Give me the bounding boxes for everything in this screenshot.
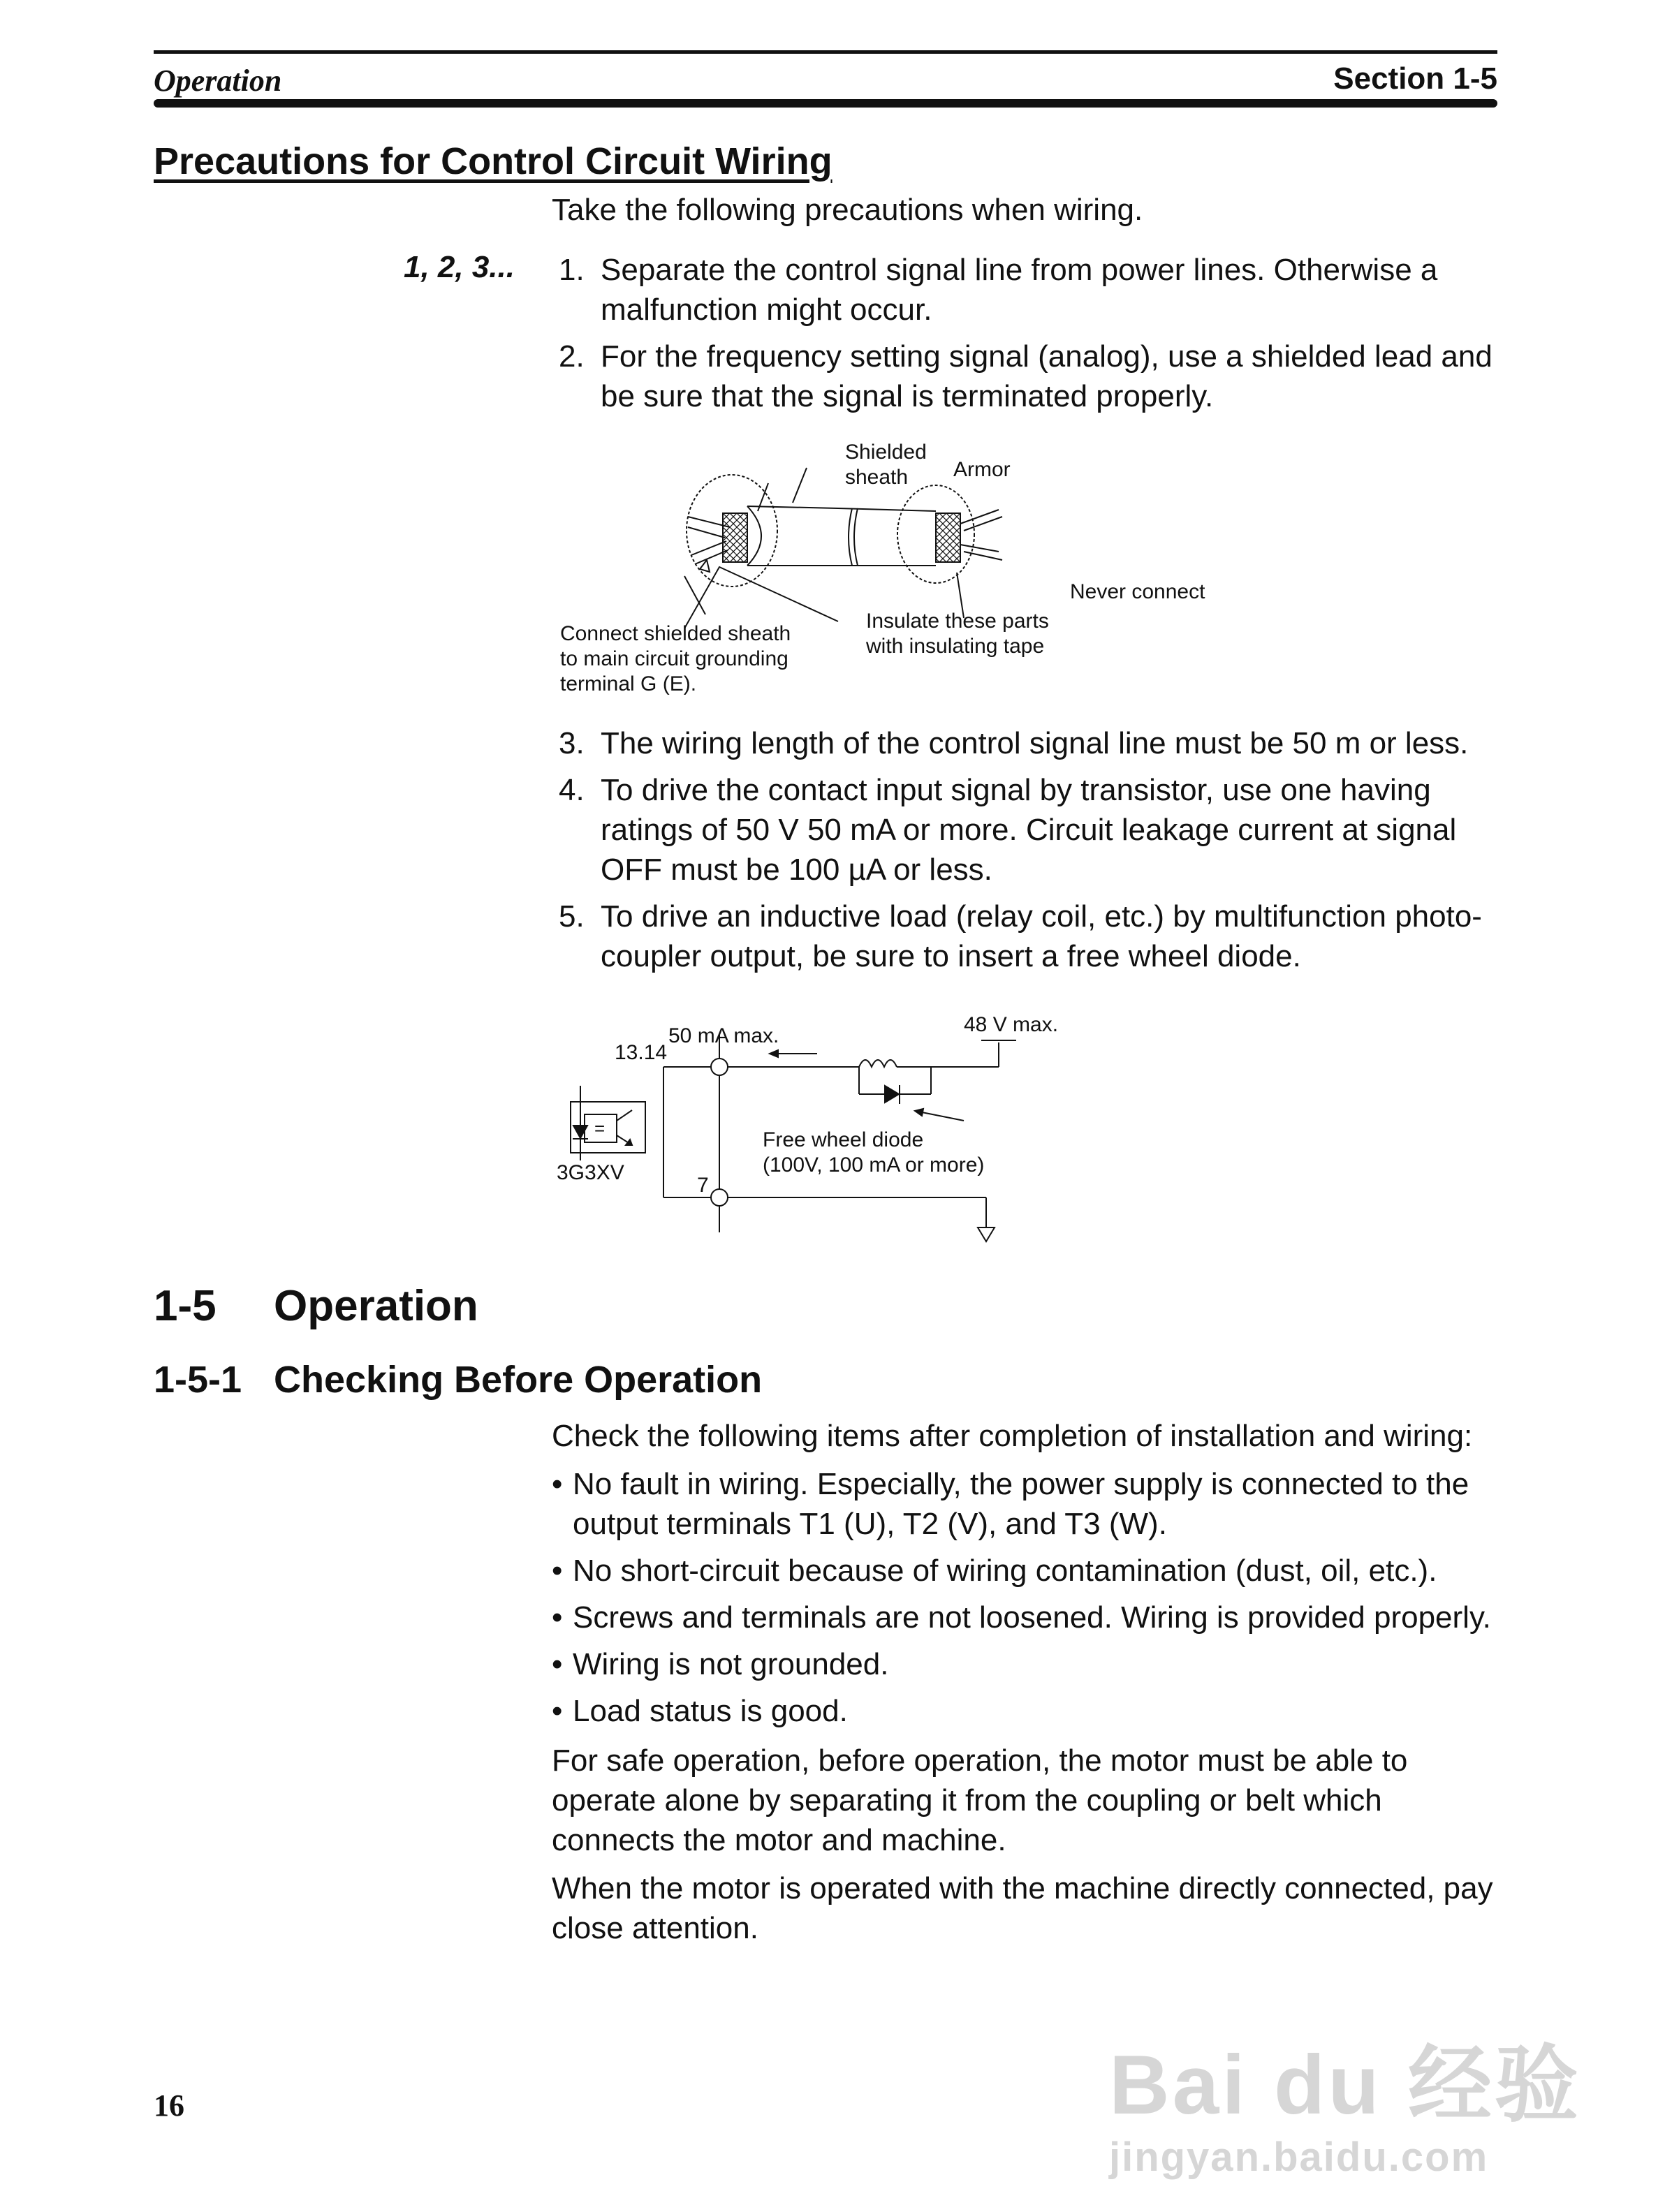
precaution-list-part-2 <box>559 723 1502 983</box>
section-heading: 1-5 Operation <box>154 1282 478 1330</box>
label-terminal-7: 7 <box>697 1174 709 1197</box>
watermark-url: jingyan.baidu.com <box>1108 2134 1489 2180</box>
checklist-item: • No fault in wiring. Especially, the power supply is connected to the output terminals T1 (U), T2 (V), and T3 (W). <box>552 1467 1469 1541</box>
precautions-intro: Take the following precautions when wiring. <box>552 193 1143 227</box>
header-top-rule <box>154 50 1497 54</box>
label-connect-sheath: Connect shielded sheath to main circuit grounding terminal G (E). <box>560 622 791 695</box>
label-terminal-13-14: 13.14 <box>615 1041 668 1064</box>
baidu-watermark <box>1109 2018 1581 2181</box>
label-armor: Armor <box>953 458 1011 481</box>
svg-text:=: = <box>594 1118 606 1139</box>
label-device-3g3xv: 3G3XV <box>557 1161 624 1184</box>
list-item: 2. For the frequency setting signal (analog), use a shielded lead and be sure that the signal is terminated properly. <box>559 339 1492 413</box>
label-never-connect: Never connect <box>1070 580 1205 603</box>
label-current-max: 50 mA max. <box>668 1024 779 1047</box>
safety-paragraph: For safe operation, before operation, the motor must be able to operate alone by separating it from the coupling or belt which connects the motor and machine. <box>552 1743 1408 1857</box>
header-bottom-rule <box>154 99 1497 108</box>
list-item: 1. Separate the control signal line from power lines. Otherwise a malfunction might occur. <box>559 253 1438 327</box>
checklist-item: • Wiring is not grounded. <box>552 1647 889 1681</box>
subsection-heading: 1-5-1 Checking Before Operation <box>154 1359 763 1401</box>
attention-paragraph: When the motor is operated with the machine directly connected, pay close attention. <box>552 1871 1493 1945</box>
label-free-wheel-diode: Free wheel diode (100V, 100 mA or more) <box>763 1128 985 1177</box>
list-item: 5. To drive an inductive load (relay coil, etc.) by multifunction photo-coupler output, be sure to insert a free wheel diode. <box>559 899 1482 973</box>
circuit-drawing <box>545 991 1173 1243</box>
precautions-heading: Precautions for Control Circuit Wiring <box>154 140 833 182</box>
checking-intro: Check the following items after completion of installation and wiring: <box>552 1419 1473 1453</box>
list-item: 4. To drive the contact input signal by transistor, use one having ratings of 50 V 50 mA or more. Circuit leakage current at signal OFF must be 100 µA or less. <box>559 773 1457 887</box>
precaution-list-part-1 <box>559 250 1502 423</box>
checklist-item: • Load status is good. <box>552 1694 848 1728</box>
running-header-chapter: Operation <box>154 64 282 98</box>
label-voltage-max: 48 V max. <box>964 1013 1059 1036</box>
label-shielded-sheath: Shielded sheath <box>845 441 927 489</box>
checklist-item: • No short-circuit because of wiring contamination (dust, oil, etc.). <box>552 1554 1437 1588</box>
running-header-section: Section 1-5 <box>1333 61 1497 96</box>
steps-label: 1, 2, 3... <box>404 250 515 284</box>
shielded-cable-figure <box>545 426 1243 705</box>
free-wheel-diode-circuit <box>545 991 1173 1243</box>
checklist-item: • Screws and terminals are not loosened. Wiring is provided properly. <box>552 1600 1491 1635</box>
page-number: 16 <box>154 2088 184 2123</box>
watermark-logo-text: Bai du 经验 <box>1108 2038 1581 2132</box>
label-insulate: Insulate these parts with insulating tape <box>866 610 1049 658</box>
list-item: 3. The wiring length of the control signal line must be 50 m or less. <box>559 726 1469 760</box>
checking-section-body <box>552 1416 1502 1956</box>
checklist <box>552 1464 1502 1731</box>
